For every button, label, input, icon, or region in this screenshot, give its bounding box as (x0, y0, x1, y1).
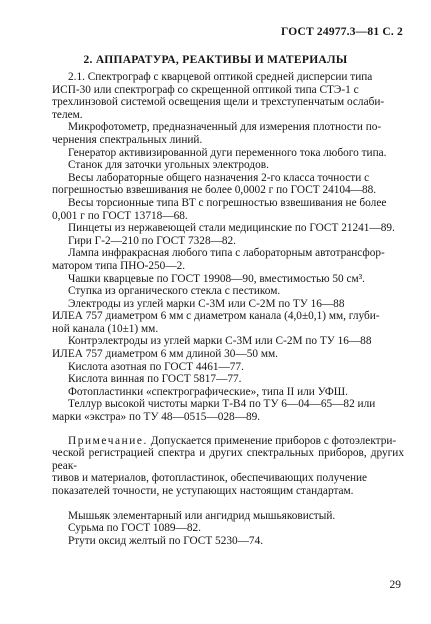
paragraph-tartaric-acid: Кислота винная по ГОСТ 5817—77. (68, 373, 242, 386)
paragraph-weights: Гири Г-2—210 по ГОСТ 7328—82. (68, 234, 237, 247)
paragraph-sharpening-machine: Станок для заточки угольных электродов. (68, 159, 269, 172)
section-title: 2. АППАРАТУРА, РЕАКТИВЫ И МАТЕРИАЛЫ (83, 54, 348, 66)
paragraph-nitric-acid: Кислота азотная по ГОСТ 4461—77. (68, 360, 244, 373)
paragraph-torsion-scales: Весы торсионные типа ВТ с погрешностью взвешивания не более 0,001 г по ГОСТ 13718—68. (52, 196, 387, 222)
note-label: Примечание. (68, 434, 148, 447)
paragraph-mortar: Ступка из органического стекла с пестиком. (68, 285, 281, 298)
paragraph-infrared-lamp: Лампа инфракрасная любого типа с лабораторным автотрансфор- матором типа ПНО-250—2. (52, 247, 385, 272)
paragraph-tellurium: Теллур высокой чистоты марки Т-В4 по ТУ 6—04—65—82 или марки «экстра» по ТУ 48—0515—028—89. (52, 398, 376, 424)
paragraph-counter-electrodes: Контрэлектроды из углей марки С-3М или С-2М по ТУ 16—88 ИЛЕА 757 диаметром 6 мм длиной 30—50 мм. (52, 335, 372, 361)
paragraph-antimony: Сурьма по ГОСТ 1089—82. (68, 522, 201, 535)
paragraph-electrodes: Электроды из углей марки С-3М или С-2М по ТУ 16—88 ИЛЕА 757 диаметром 6 мм с диаметром канала (4,0±0,1) мм, глуби- ной канала (10±1) мм. (52, 297, 380, 335)
note-body: Допускается применение приборов с фотоэлектри- ческой регистрацией спектра и других спектральных приборов, других реак- тивов и материалов, фотопластинок, обеспечивающих получение показателей точности, не уступающих настоящим стандартам. (52, 434, 404, 497)
paragraph-spectrograph: 2.1. Спектрограф с кварцевой оптикой средней дисперсии типа ИСП-30 или спектрограф со скрещенной оптикой типа СТЭ-1 с трехлинзовой системой освещения щели и трехступенчатым ослаби- телем. (52, 71, 385, 121)
standard-header: ГОСТ 24977.3—81 С. 2 (280, 26, 403, 38)
page-number: 29 (389, 579, 401, 591)
paragraph-photoplates: Фотопластинки «спектрографические», типа II или УФШ. (68, 385, 348, 398)
paragraph-quartz-cups: Чашки кварцевые по ГОСТ 19908—90, вместимостью 50 см³. (68, 272, 365, 285)
paragraph-microphotometer: Микрофотометр, предназначенный для измерения плотности по- чернения спектральных линий. (52, 121, 382, 146)
paragraph-lab-scales: Весы лабораторные общего назначения 2-го класса точности с погрешностью взвешивания не более 0,0002 г по ГОСТ 24104—88. (52, 171, 377, 197)
paragraph-mercury-oxide: Ртути оксид желтый по ГОСТ 5230—74. (68, 534, 264, 547)
paragraph-generator: Генератор активизированной дуги переменного тока любого типа. (68, 146, 387, 159)
document-body (52, 71, 404, 547)
note-text (52, 435, 404, 498)
paragraph-tweezers: Пинцеты из нержавеющей стали медицинские по ГОСТ 21241—89. (68, 222, 395, 235)
note (52, 435, 404, 498)
paragraph-arsenic: Мышьяк элементарный или ангидрид мышьяковистый. (68, 509, 336, 522)
